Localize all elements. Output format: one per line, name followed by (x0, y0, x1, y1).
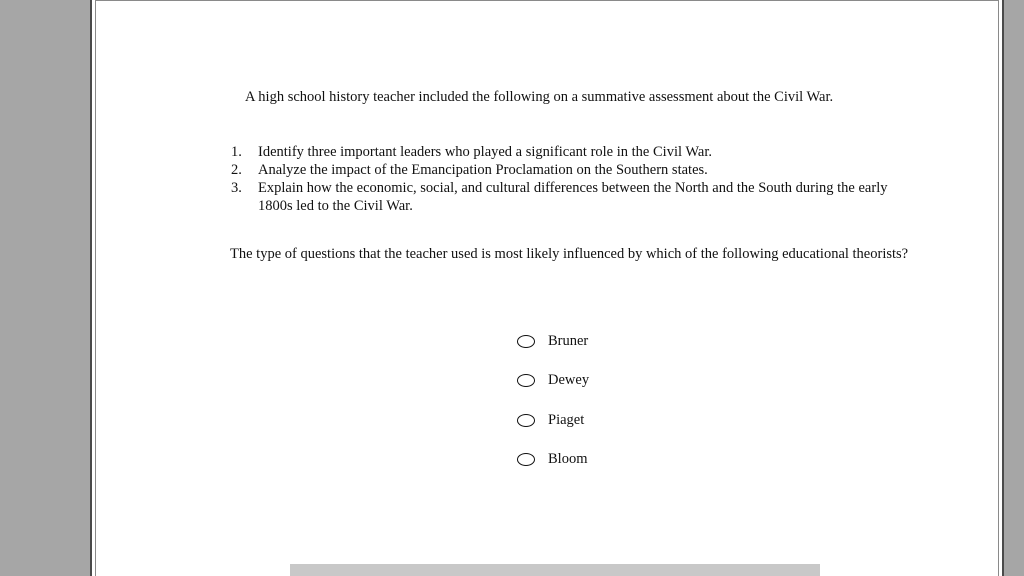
answer-option-dewey[interactable] (517, 371, 589, 391)
answer-options (517, 331, 589, 489)
radio-button[interactable] (517, 453, 535, 466)
radio-button[interactable] (517, 335, 535, 348)
question-stem: The type of questions that the teacher used is most likely influenced by which of the following educational theorists? (230, 246, 909, 262)
assessment-question-list (231, 143, 891, 215)
answer-option-piaget[interactable] (517, 410, 589, 430)
list-item (231, 143, 891, 161)
answer-option-bloom[interactable] (517, 450, 589, 470)
list-item-text: Analyze the impact of the Emancipation Proclamation on the Southern states. (258, 162, 708, 178)
answer-option-label[interactable]: Piaget (548, 411, 585, 428)
radio-button[interactable] (517, 414, 535, 427)
answer-option-label[interactable]: Bruner (548, 332, 589, 349)
list-item-number: 3. (231, 180, 242, 196)
radio-button[interactable] (517, 374, 535, 387)
answer-option-label[interactable]: Bloom (548, 451, 588, 467)
horizontal-scrollbar[interactable] (290, 564, 820, 576)
list-item-number: 2. (231, 162, 242, 178)
answer-option-bruner[interactable] (517, 331, 589, 351)
list-item-number: 1. (231, 144, 242, 160)
list-item-text: Explain how the economic, social, and cultural differences between the North and the South during the early 1800s led to the Civil War. (258, 180, 888, 214)
answer-option-label[interactable]: Dewey (548, 372, 590, 388)
question-intro: A high school history teacher included the following on a summative assessment about the Civil War. (245, 89, 834, 105)
list-item (231, 179, 891, 215)
list-item-text: Identify three important leaders who played a significant role in the Civil War. (258, 144, 712, 160)
list-item (231, 161, 891, 179)
question-page (90, 0, 1004, 576)
page-frame (95, 0, 999, 576)
